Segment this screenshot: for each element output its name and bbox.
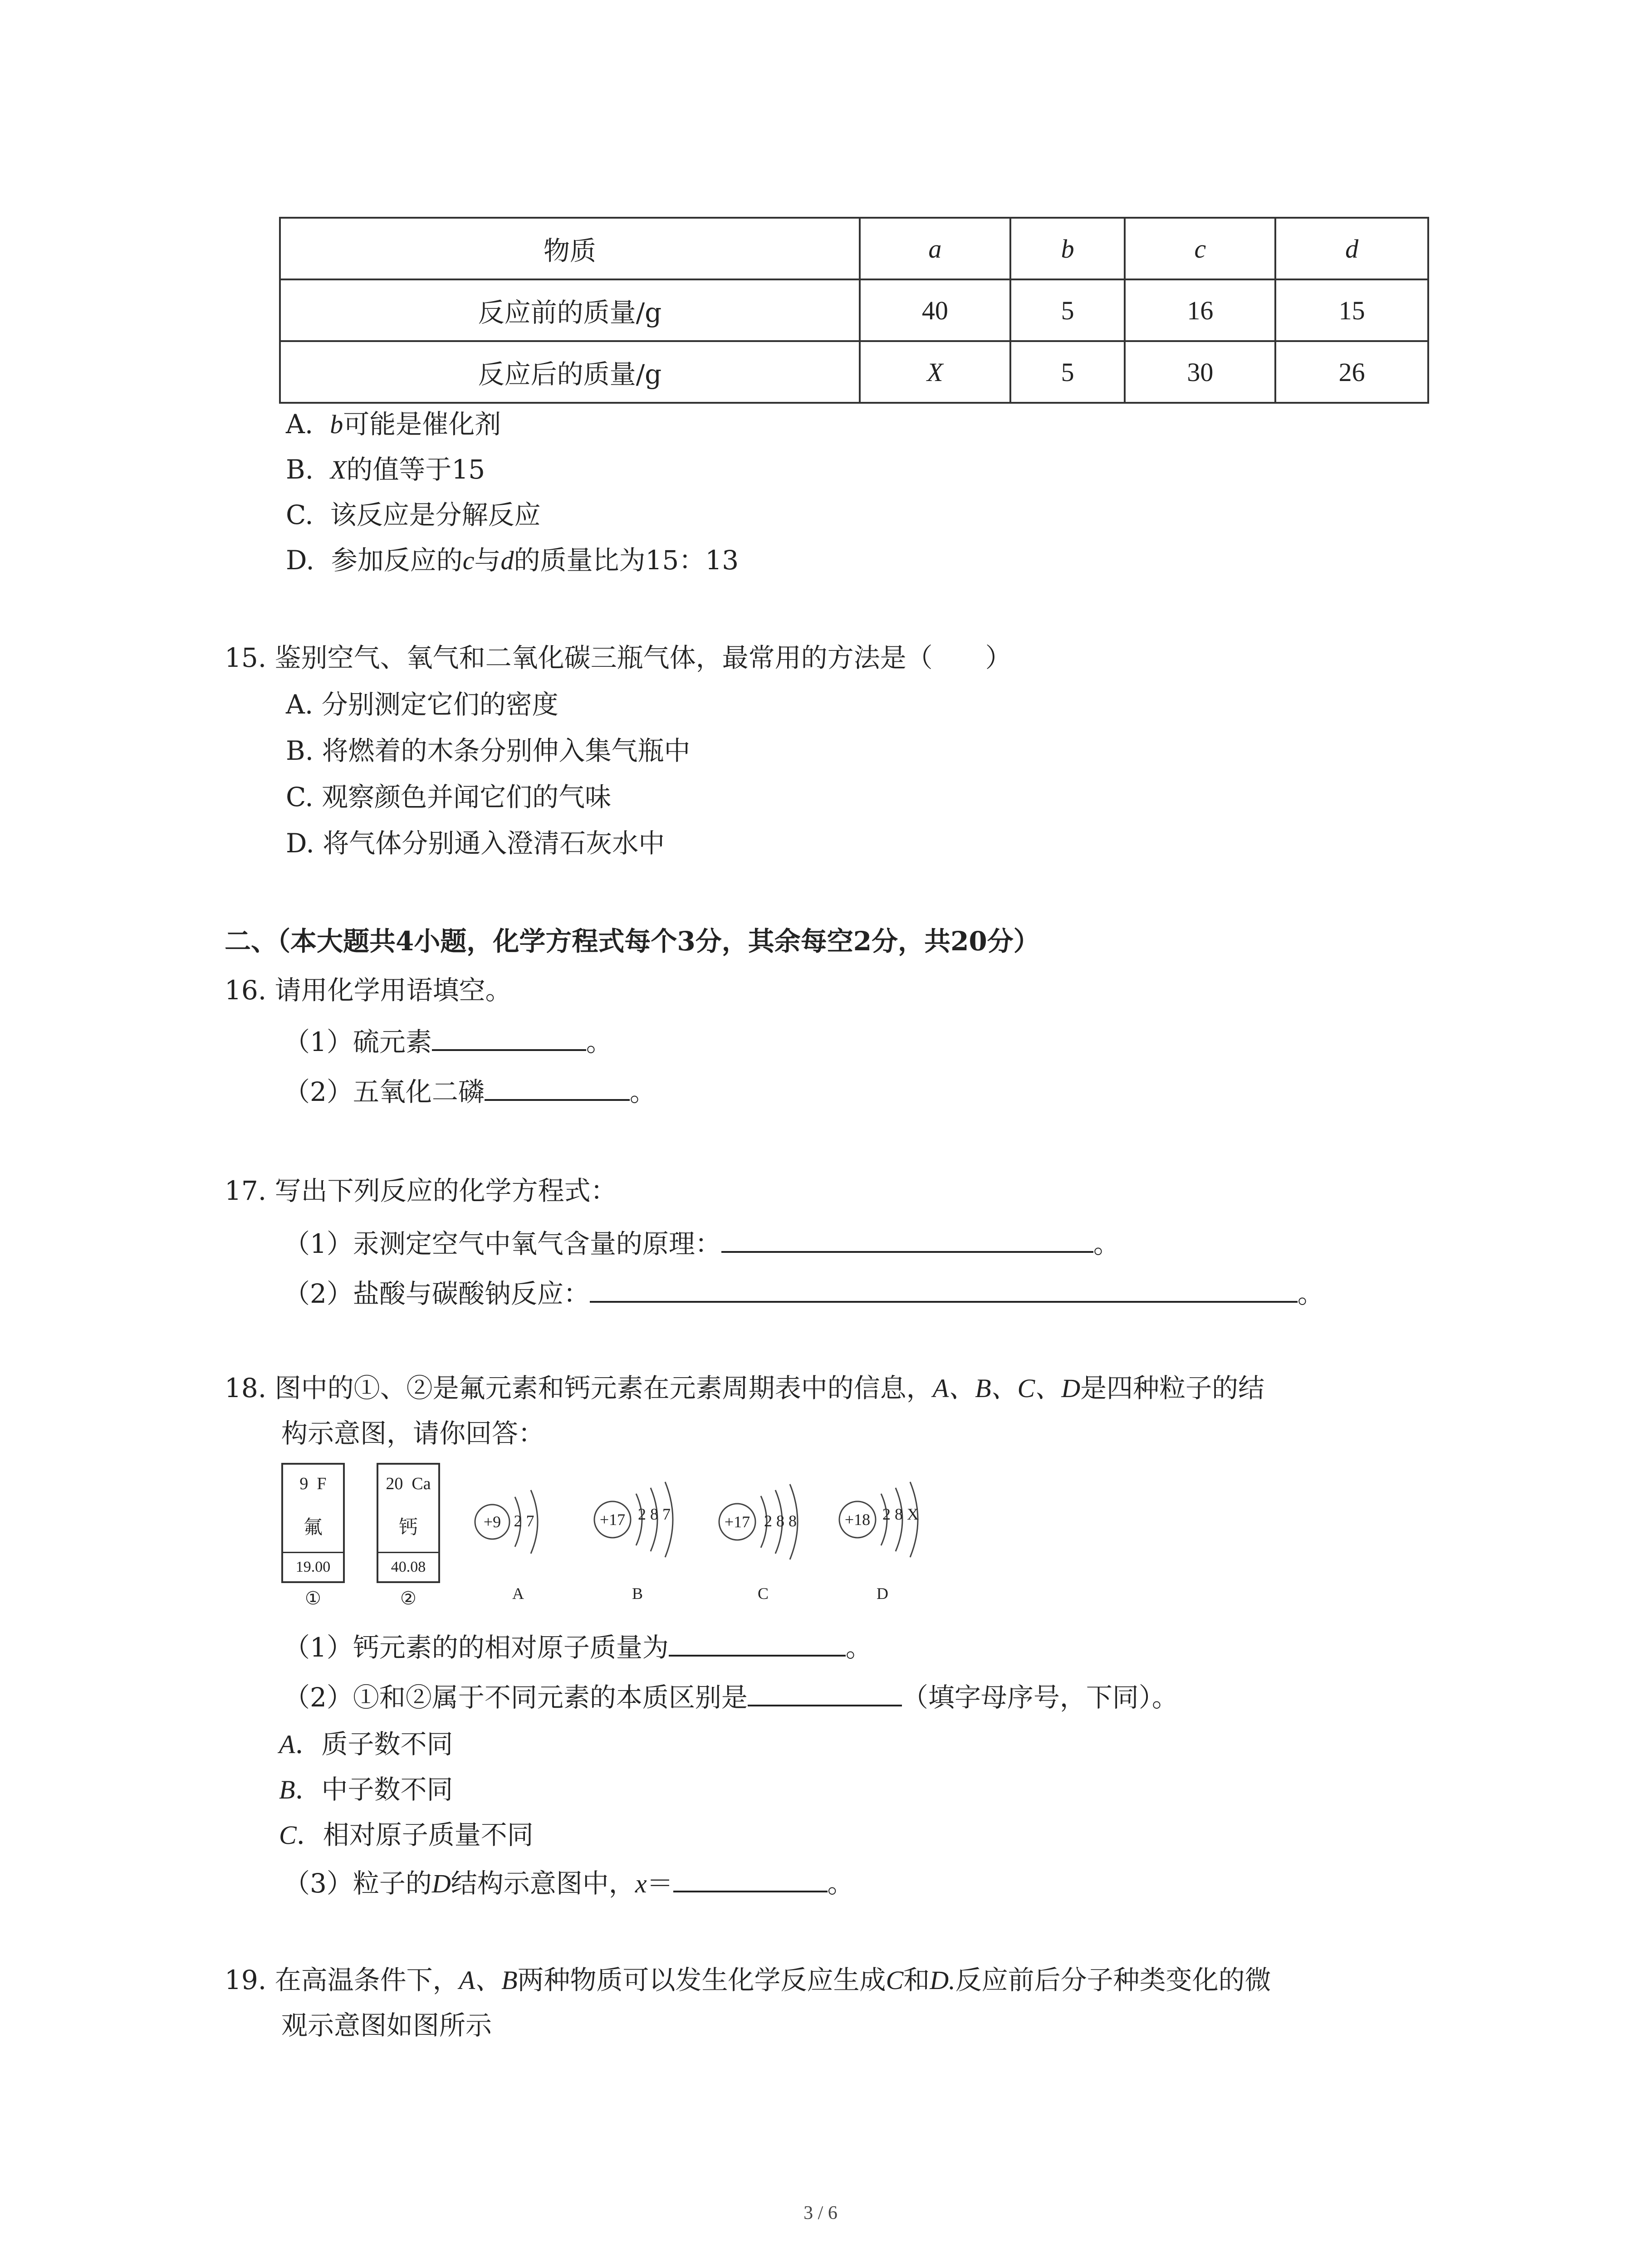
question-variable: x (635, 1869, 647, 1898)
particle-label: A (512, 1584, 524, 1603)
particle-label: D (877, 1584, 888, 1603)
shell-electrons: 2 8 X (882, 1505, 919, 1523)
q17-part-2 (284, 1275, 1324, 1310)
question-text: 。 (845, 1632, 872, 1663)
question-variable: A、B (459, 1965, 518, 1995)
answer-blank[interactable] (721, 1225, 1093, 1253)
option-text: 可能是催化剂 (343, 409, 501, 440)
nucleus-label: +18 (844, 1510, 871, 1529)
table-cell: 16 (1125, 279, 1275, 341)
q15-option-b: B. 将燃着的木条分别伸入集气瓶中 (286, 735, 691, 766)
question-text: ＝ (647, 1868, 673, 1899)
question-text: 是四种粒子的结 (1080, 1373, 1265, 1403)
question-text: 反应前后分子种类变化的微 (955, 1965, 1271, 1995)
shell-electrons: 2 8 8 (764, 1512, 797, 1530)
question-text: 结构示意图中， (451, 1868, 635, 1899)
option-variable: X (330, 455, 347, 484)
question-text: （2）盐酸与碳酸钠反应： (284, 1278, 590, 1309)
question-text: （1）硫元素 (284, 1026, 432, 1057)
option-letter: A (279, 1730, 295, 1759)
option-text: 的质量比为15：13 (514, 545, 739, 576)
section-heading: 二、（本大题共4小题，化学方程式每个3分，其余每空2分，共20分） (225, 926, 1040, 957)
answer-blank[interactable] (590, 1275, 1298, 1303)
question-text: （填字母序号，下同）。 (901, 1682, 1178, 1713)
table-row (280, 279, 1428, 341)
option-letter: C (279, 1820, 297, 1850)
shell-electrons: 2 8 7 (638, 1505, 671, 1523)
table-row (280, 341, 1428, 403)
q18-part-1 (284, 1628, 872, 1663)
option-letter: B. (286, 454, 314, 485)
table-header-cell: b (1010, 218, 1125, 279)
table-cell: 30 (1125, 341, 1275, 403)
q14-option-d (286, 544, 739, 577)
shell-electrons: 2 7 (514, 1512, 534, 1530)
question-text: 。 (1297, 1278, 1324, 1309)
question-text: 。 (827, 1868, 854, 1899)
table-cell: X (860, 341, 1010, 403)
question-text: 。 (1093, 1228, 1120, 1259)
q18-option-b (279, 1774, 453, 1806)
element-mass: 40.08 (378, 1552, 438, 1581)
answer-blank[interactable] (485, 1073, 630, 1101)
option-text: 的值等于15 (346, 454, 485, 485)
question-text: 。 (586, 1026, 612, 1057)
question-variable: D. (930, 1965, 955, 1995)
option-text: 与 (474, 545, 501, 576)
table-header-cell: d (1275, 218, 1428, 279)
mass-table (279, 217, 1429, 404)
question-text: （1）汞测定空气中氧气含量的原理： (284, 1228, 721, 1259)
figure-label: ② (400, 1588, 416, 1608)
q17-stem: 17. 写出下列反应的化学方程式： (225, 1175, 617, 1206)
q18-part-3 (284, 1864, 854, 1900)
q16-part-1 (284, 1023, 612, 1058)
particle-label: B (632, 1584, 643, 1603)
option-text: ．相对原子质量不同 (296, 1819, 534, 1850)
element-card-fluorine (281, 1463, 345, 1583)
answer-blank[interactable] (669, 1628, 846, 1657)
q14-option-b (286, 454, 485, 486)
particle-label: C (757, 1584, 769, 1603)
option-letter: B (279, 1775, 295, 1804)
option-letter: D. (286, 545, 314, 576)
table-cell: 15 (1275, 279, 1428, 341)
option-text: ．中子数不同 (295, 1774, 453, 1805)
question-text: 18. 图中的①、②是氟元素和钙元素在元素周期表中的信息， (225, 1373, 933, 1403)
option-letter: A. (286, 409, 314, 440)
question-text: 。 (629, 1076, 656, 1107)
answer-blank[interactable] (673, 1864, 828, 1892)
option-variable: d (500, 546, 514, 575)
element-header: 9 F (299, 1474, 327, 1493)
element-card-calcium (377, 1463, 440, 1583)
q19-stem-line1 (225, 1964, 1271, 1996)
q15-option-c: C. 观察颜色并闻它们的气味 (286, 782, 612, 812)
option-variable: b (330, 410, 343, 439)
q17-part-1 (284, 1225, 1120, 1260)
q18-stem-line1 (225, 1372, 1264, 1404)
nucleus-label: +9 (483, 1513, 501, 1531)
option-letter: C. (286, 499, 314, 530)
figure-label: ① (305, 1588, 321, 1608)
element-name: 氟 (303, 1516, 323, 1538)
table-header-cell: 物质 (280, 218, 860, 279)
table-cell: 5 (1010, 279, 1125, 341)
q19-stem-line2: 观示意图如图所示 (281, 2010, 492, 2041)
element-header: 20 Ca (386, 1474, 431, 1493)
question-variable: D (431, 1869, 451, 1898)
q18-option-c (279, 1819, 534, 1851)
q14-option-c (286, 499, 541, 531)
table-cell: 26 (1275, 341, 1428, 403)
question-variable: C (886, 1965, 904, 1995)
question-text: （2）①和②属于不同元素的本质区别是 (284, 1682, 748, 1713)
nucleus-label: +17 (724, 1513, 750, 1531)
element-name: 钙 (398, 1516, 418, 1538)
table-header-row (280, 218, 1428, 279)
question-text: （1）钙元素的的相对原子质量为 (284, 1632, 669, 1663)
q18-part-2 (284, 1678, 1178, 1713)
table-header-cell: a (860, 218, 1010, 279)
option-text: ．质子数不同 (295, 1729, 453, 1760)
question-text: （2）五氧化二磷 (284, 1076, 485, 1107)
table-header-cell: c (1125, 218, 1275, 279)
table-cell: 40 (860, 279, 1010, 341)
question-variable: A、B、C、D (932, 1374, 1081, 1403)
table-cell: 反应前的质量/g (280, 279, 860, 341)
option-variable: c (462, 546, 475, 575)
q18-option-a (279, 1728, 453, 1760)
atomic-structure-diagrams (467, 1463, 966, 1608)
page-number: 3 / 6 (803, 2203, 838, 2224)
element-mass: 19.00 (283, 1552, 343, 1581)
question-text: （3）粒子的 (284, 1868, 432, 1899)
q16-stem: 16. 请用化学用语填空。 (225, 975, 512, 1006)
answer-blank[interactable] (432, 1023, 586, 1051)
q18-stem-line2: 构示意图，请你回答： (281, 1418, 545, 1449)
table-cell: 5 (1010, 341, 1125, 403)
question-text: 19. 在高温条件下， (225, 1965, 459, 1995)
nucleus-label: +17 (599, 1510, 626, 1529)
option-text: 该反应是分解反应 (330, 499, 541, 530)
answer-blank[interactable] (748, 1678, 902, 1706)
question-text: 两种物质可以发生化学反应生成 (517, 1965, 886, 1995)
q15-option-a: A. 分别测定它们的密度 (286, 689, 558, 720)
option-text: 参加反应的 (331, 545, 463, 576)
q14-option-a (286, 408, 501, 440)
question-text: 和 (903, 1965, 930, 1995)
table-cell: 反应后的质量/g (280, 341, 860, 403)
q16-part-2 (284, 1073, 656, 1108)
q15-stem: 15. 鉴别空气、氧气和二氧化碳三瓶气体，最常用的方法是（ ） (225, 642, 1012, 673)
q15-option-d: D. 将气体分别通入澄清石灰水中 (286, 828, 665, 859)
